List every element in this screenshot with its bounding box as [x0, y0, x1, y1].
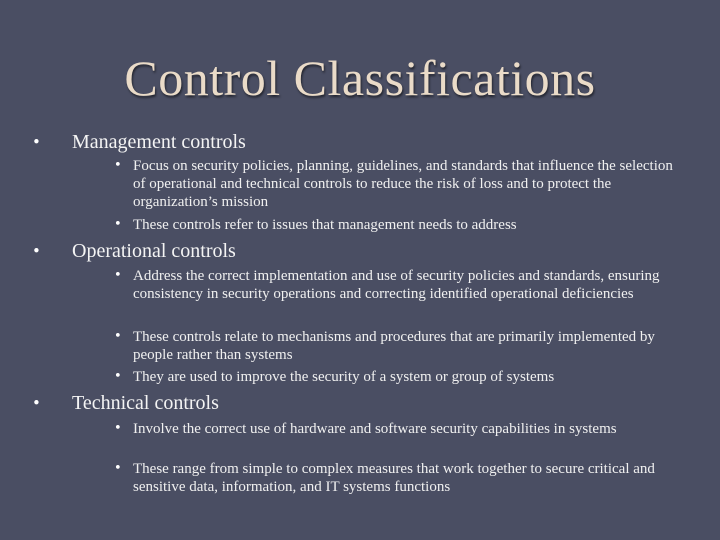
list-item	[114, 157, 674, 211]
list-item	[114, 420, 674, 438]
bullet-icon: •	[32, 394, 41, 412]
section-technical	[32, 392, 219, 414]
section-operational	[32, 240, 236, 262]
point-text: Focus on security policies, planning, guidelines, and standards that influence the selection of operational and technical controls to reduce the risk of loss and to protect the organization’s mission	[133, 158, 673, 210]
point-text: These controls relate to mechanisms and procedures that are primarily implemented by people rather than systems	[133, 329, 655, 363]
bullet-icon: •	[32, 133, 41, 151]
section-management	[32, 131, 246, 153]
list-item	[114, 460, 674, 496]
bullet-icon: •	[114, 329, 122, 344]
list-item	[114, 328, 674, 364]
section-heading: Technical controls	[72, 392, 219, 414]
point-text: These controls refer to issues that management needs to address	[133, 217, 517, 233]
point-text: These range from simple to complex measures that work together to secure critical and sensitive data, information, and IT systems functions	[133, 461, 655, 495]
bullet-icon: •	[114, 421, 122, 436]
bullet-icon: •	[114, 217, 122, 232]
slide-title: Control Classifications	[124, 50, 596, 106]
point-text: Address the correct implementation and use of security policies and standards, ensuring consistency in security operations and correcting identified operational deficiencies	[133, 268, 660, 302]
bullet-icon: •	[114, 369, 122, 384]
point-text: Involve the correct use of hardware and software security capabilities in systems	[133, 421, 617, 437]
list-item	[114, 267, 674, 303]
section-heading: Management controls	[72, 131, 246, 153]
bullet-icon: •	[114, 268, 122, 283]
list-item	[114, 216, 674, 234]
point-text: They are used to improve the security of a system or group of systems	[133, 369, 555, 385]
bullet-icon: •	[114, 461, 122, 476]
bullet-icon: •	[114, 158, 122, 173]
section-heading: Operational controls	[72, 240, 236, 262]
bullet-icon: •	[32, 242, 41, 260]
list-item	[114, 368, 674, 386]
